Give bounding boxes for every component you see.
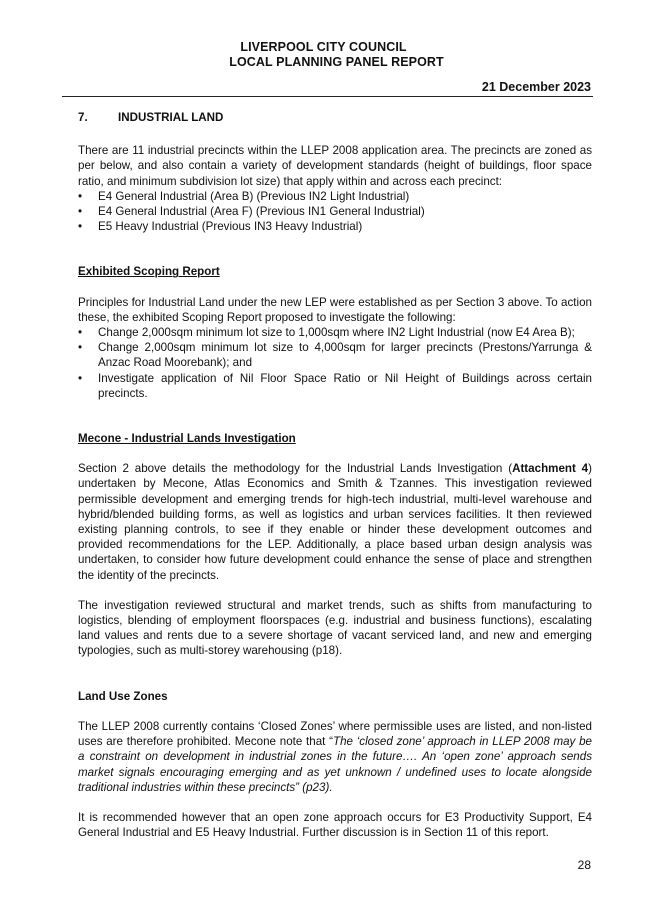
zones-paragraph-1 [78, 719, 592, 795]
list-item: • E4 General Industrial (Area F) (Previous IN1 General Industrial) [78, 204, 592, 219]
mecone-heading: Mecone - Industrial Lands Investigation [78, 432, 296, 446]
text-run: ) undertaken by Mecone, Atlas Economics and Smith & Tzannes. This investigation reviewed permissible development and emerging trends for high-tech industrial, multi-level warehouse and hybrid/blended building forms, as well as logistics and urban services facilities. It then reviewed existing planning controls, to see if they enable or hinder these development outcomes and provided recommendations for the LEP. Additionally, a place based urban design analysis was undertaken, to consider how future development could enhance the sense of place and strengthen the identity of the precincts. [78, 462, 593, 582]
scoping-list [78, 325, 592, 401]
scoping-heading: Exhibited Scoping Report [78, 265, 220, 279]
section-title: INDUSTRIAL LAND [118, 111, 224, 124]
mecone-paragraph-1 [78, 461, 592, 583]
text-run: Section 2 above details the methodology for the Industrial Lands Investigation ( [78, 462, 513, 476]
list-item: • E4 General Industrial (Area B) (Previous IN2 Light Industrial) [78, 189, 592, 204]
list-item: • Investigate application of Nil Floor Space Ratio or Nil Height of Buildings across certain precincts. [78, 371, 592, 401]
section-number: 7. [78, 111, 88, 124]
list-item: • Change 2,000sqm minimum lot size to 1,000sqm where IN2 Light Industrial (now E4 Area B); [78, 325, 592, 340]
zones-heading: Land Use Zones [78, 689, 168, 703]
header-date: 21 December 2023 [481, 80, 591, 94]
intro-paragraph: There are 11 industrial precincts within the LLEP 2008 application area. The precincts are zoned as per below, and also contain a variety of development standards (height of buildings, floor space ratio, and minimum subdivision lot size) that apply within and across each precinct: [78, 144, 592, 188]
header-rule [62, 96, 593, 97]
zones-paragraph-2: It is recommended however that an open zone approach occurs for E3 Productivity Support, E4 General Industrial and E5 Heavy Industrial. Further discussion is in Section 11 of this report. [78, 810, 592, 840]
text-run: The LLEP 2008 currently contains ‘Closed Zones’ where permissible uses are listed, and non-listed uses are therefore prohibited. Mecone note that “ [78, 719, 592, 749]
header-report-title: LOCAL PLANNING PANEL REPORT [229, 55, 444, 69]
report-body [78, 110, 592, 840]
attachment-reference: Attachment 4 [512, 462, 589, 476]
page-number: 28 [577, 858, 591, 872]
scoping-paragraph: Principles for Industrial Land under the new LEP were established as per Section 3 above. To action these, the exhibited Scoping Report proposed to investigate the following: [78, 295, 592, 324]
list-item: • Change 2,000sqm minimum lot size to 4,000sqm for larger precincts (Prestons/Yarrunga & Anzac Road Moorebank); and [78, 340, 592, 370]
list-item: • E5 Heavy Industrial (Previous IN3 Heavy Industrial) [78, 219, 592, 234]
mecone-paragraph-2: The investigation reviewed structural and market trends, such as shifts from manufacturing to logistics, blending of employment floorspaces (e.g. industrial and business functions), escalating land values and rents due to a severe shortage of vacant serviced land, and new and emerging typologies, such as multi-storey warehousing (p18). [78, 598, 592, 658]
quoted-text: The ‘closed zone’ approach in LLEP 2008 may be a constraint on development in industrial zones in the future…. An ‘open zone’ approach sends market signals encouraging emerging and as yet unknown / undefined uses to locate alongside traditional industries within these precincts” (p23). [78, 735, 592, 794]
zone-list [78, 189, 592, 235]
header-org: LIVERPOOL CITY COUNCIL [240, 40, 407, 54]
section-heading [78, 110, 592, 125]
